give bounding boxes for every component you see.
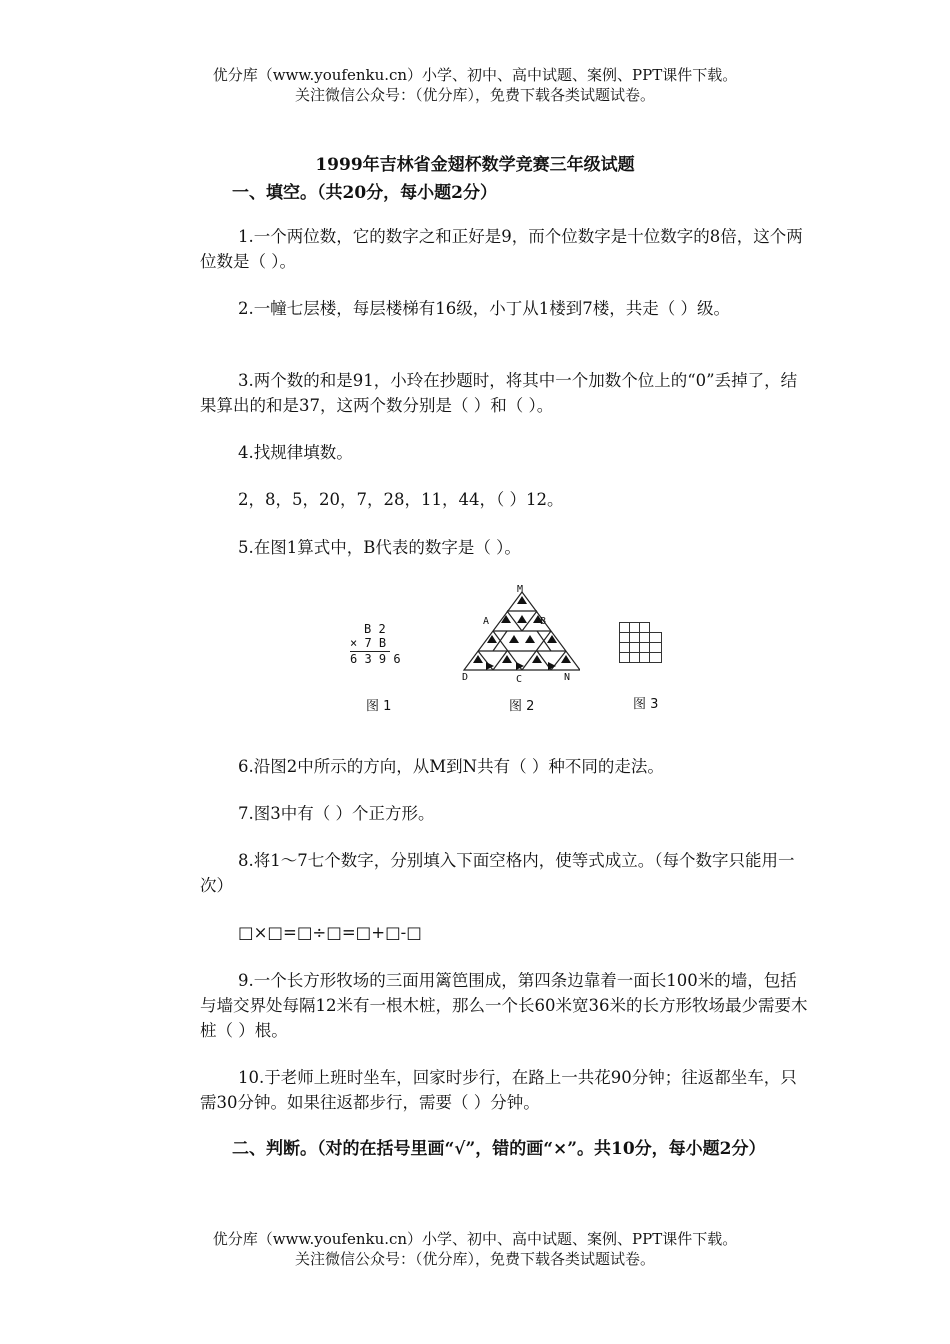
header-line-2: 关注微信公众号：（优分库），免费下载各类试题试卷。: [294, 86, 655, 104]
figure-2-label-c: C: [516, 674, 523, 685]
header-line-1: 优分库（www.youfenku.cn）小学、初中、高中试题、案例、PPT课件下载。: [212, 66, 738, 84]
section-2-heading: 二、判断。（对的在括号里画“√”，错的画“×”。共10分，每小题2分）: [232, 1139, 766, 1159]
figure-2-label-m: M: [517, 584, 524, 595]
question-5: 5.在图1算式中，B代表的数字是（ ）。: [238, 538, 521, 557]
figure-2-label-a: A: [483, 616, 490, 627]
section-1-heading: 一、填空。（共20分，每小题2分）: [232, 183, 497, 203]
figure-1-caption: 图 1: [366, 699, 392, 714]
figure-2-triangle-diagram: [456, 582, 580, 686]
question-3: 3.两个数的和是91，小玲在抄题时，将其中一个加数个位上的“0”丢掉了，结果算出的和是37，这两个数分别是（ ）和（ ）。: [200, 371, 798, 415]
footer-line-2: 关注微信公众号：（优分库），免费下载各类试题试卷。: [294, 1250, 655, 1268]
question-7: 7.图3中有（ ）个正方形。: [238, 804, 435, 823]
figure-2-caption: 图 2: [509, 699, 535, 714]
question-8: 8.将1～7七个数字，分别填入下面空格内，使等式成立。（每个数字只能用一次）: [200, 851, 795, 895]
question-4-sequence: 2，8，5，20，7，28，11，44，（ ）12。: [238, 490, 564, 509]
question-10: 10.于老师上班时坐车，回家时步行，在路上一共花90分钟；往返都坐车，只需30分钟。如果往返都步行，需要（ ）分钟。: [200, 1068, 797, 1112]
figure-3-square-grid: [619, 622, 663, 664]
question-1: 1.一个两位数，它的数字之和正好是9，而个位数字是十位数字的8倍，这个两位数是（ ）。: [200, 227, 803, 271]
question-2: 2.一幢七层楼，每层楼梯有16级，小丁从1楼到7楼，共走（ ）级。: [238, 299, 730, 318]
figure-2-label-b: B: [540, 616, 547, 627]
question-4: 4.找规律填数。: [238, 443, 353, 462]
figure-1-row-2: × 7 B: [350, 636, 387, 650]
figure-2-label-d: D: [462, 672, 469, 683]
figure-2-label-n: N: [564, 672, 571, 683]
figure-1-row-1: B 2: [364, 622, 386, 636]
question-8-equation: □×□=□÷□=□+□-□: [238, 923, 422, 942]
page-title: 1999年吉林省金翅杯数学竞赛三年级试题: [315, 155, 635, 175]
figure-3-caption: 图 3: [633, 697, 659, 712]
question-9: 9.一个长方形牧场的三面用篱笆围成，第四条边靠着一面长100米的墙，包括与墙交界处每隔12米有一根木桩，那么一个长60米宽36米的长方形牧场最少需要木桩（ ）根。: [200, 971, 808, 1040]
footer-line-1: 优分库（www.youfenku.cn）小学、初中、高中试题、案例、PPT课件下载。: [212, 1230, 738, 1248]
figure-1-row-3: 6 3 9 6: [350, 652, 401, 666]
question-6: 6.沿图2中所示的方向，从M到N共有（ ）种不同的走法。: [238, 757, 664, 776]
